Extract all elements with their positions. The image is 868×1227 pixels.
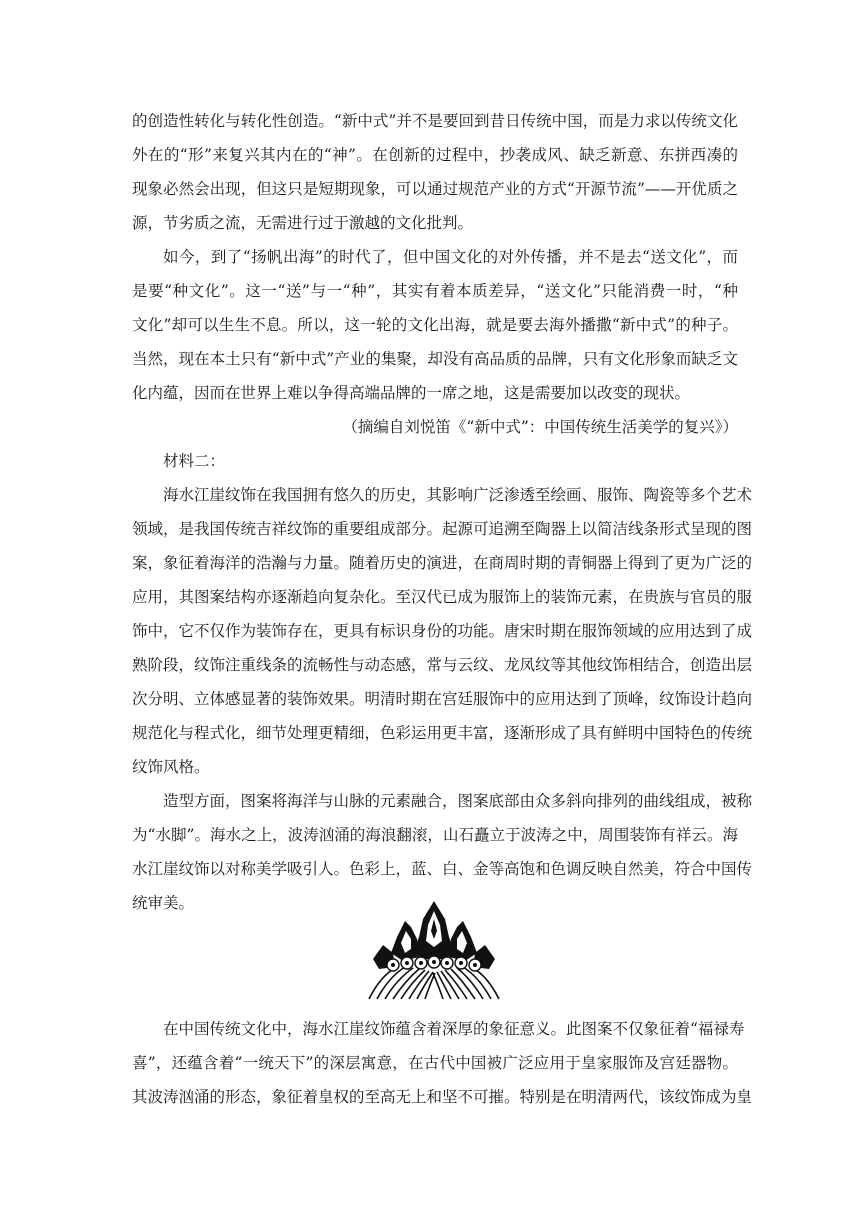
text-line: 喜”，还蕴含着“一统天下”的深层寓意，在古代中国被广泛应用于皇家服饰及宫廷器物。 <box>132 1054 738 1072</box>
text-line: 如今，到了“扬帆出海”的时代了，但中国文化的对外传播，并不是去“送文化”，而 <box>163 248 738 266</box>
text-line: 熟阶段，纹饰注重线条的流畅性与动态感，常与云纹、龙凤纹等其他纹饰相结合，创造出层 <box>132 656 753 674</box>
text-line: 统审美。 <box>132 894 195 912</box>
source-citation: （摘编自刘悦笛《“新中式”：中国传统生活美学的复兴》） <box>342 418 738 436</box>
text-line: 其波涛汹涌的形态，象征着皇权的至高无上和坚不可摧。特别是在明清两代，该纹饰成为皇 <box>132 1088 753 1106</box>
text-line: 领域，是我国传统吉祥纹饰的重要组成部分。起源可追溯至陶器上以简洁线条形式呈现的图 <box>132 520 753 538</box>
text-line: 源，节劣质之流，无需进行过于激越的文化批判。 <box>132 214 474 232</box>
text-line: 化内蕴，因而在世界上难以争得高端品牌的一席之地，这是需要加以改变的现状。 <box>132 384 691 402</box>
text-line: 次分明、立体感显著的装饰效果。明清时期在宫廷服饰中的应用达到了顶峰，纹饰设计趋向 <box>132 690 753 708</box>
text-line: 现象必然会出现，但这只是短期现象，可以通过规范产业的方式“开源节流”——开优质之 <box>132 180 738 198</box>
text-line: 造型方面，图案将海洋与山脉的元素融合，图案底部由众多斜向排列的曲线组成，被称 <box>163 792 753 810</box>
text-line: 的创造性转化与转化性创造。“新中式”并不是要回到昔日传统中国，而是力求以传统文化 <box>132 112 738 130</box>
text-line: 饰中，它不仅作为装饰存在，更具有标识身份的功能。唐宋时期在服饰领域的应用达到了成 <box>132 622 753 640</box>
text-line: 为“水脚”。海水之上，波涛汹涌的海浪翻滚，山石矗立于波涛之中，周围装饰有祥云。海 <box>132 826 738 844</box>
section-label: 材料二： <box>163 452 226 470</box>
text-line: 当然，现在本土只有“新中式”产业的集聚，却没有高品质的品牌，只有文化形象而缺乏文 <box>132 350 738 368</box>
text-line: 应用，其图案结构亦逐渐趋向复杂化。至汉代已成为服饰上的装饰元素，在贵族与官员的服 <box>132 588 753 606</box>
text-line: 纹饰风格。 <box>132 758 210 776</box>
text-line: 外在的“形”来复兴其内在的“神”。在创新的过程中，抄袭成风、缺乏新意、东拼西凑的 <box>132 146 738 164</box>
text-line: 海水江崖纹饰在我国拥有悠久的历史，其影响广泛渗透至绘画、服饰、陶瓷等多个艺术 <box>163 486 753 504</box>
text-line: 案，象征着海洋的浩瀚与力量。随着历史的演进，在商周时期的青铜器上得到了更为广泛的 <box>132 554 753 572</box>
text-line: 水江崖纹饰以对称美学吸引人。色彩上，蓝、白、金等高饱和色调反映自然美，符合中国传 <box>132 860 753 878</box>
text-line: 文化”却可以生生不息。所以，这一轮的文化出海，就是要去海外播撒“新中式”的种子。 <box>132 316 738 334</box>
sea-cliff-pattern-illustration <box>363 897 505 1003</box>
text-line: 是要“种文化”。这一“送”与一“种”，其实有着本质差异，“送文化”只能消费一时，“种 <box>132 282 738 300</box>
text-line: 在中国传统文化中，海水江崖纹饰蕴含着深厚的象征意义。此图案不仅象征着“福禄寿 <box>163 1020 745 1038</box>
text-line: 规范化与程式化，细节处理更精细，色彩运用更丰富，逐渐形成了具有鲜明中国特色的传统 <box>132 724 753 742</box>
